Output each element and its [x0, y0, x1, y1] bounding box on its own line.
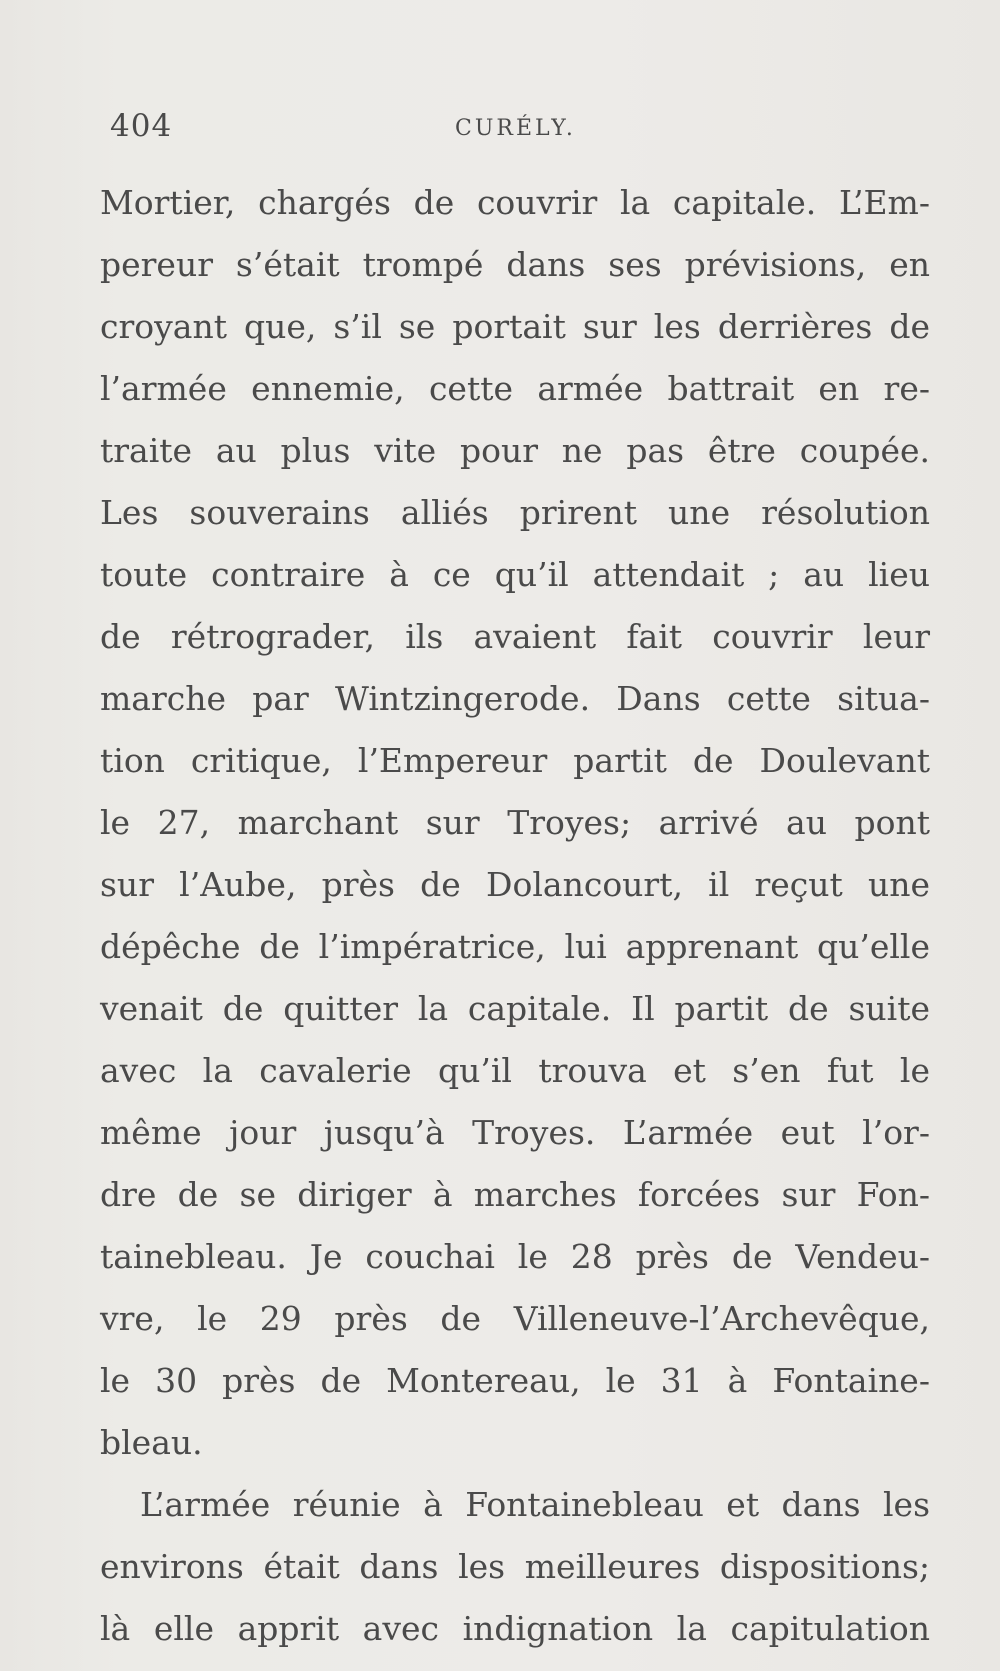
text-line: avec la cavalerie qu’il trouva et s’en fut le	[100, 1051, 930, 1090]
text-line: pereur s’était trompé dans ses prévisions, en	[100, 245, 930, 284]
text-line: croyant que, s’il se portait sur les derrières de	[100, 307, 930, 346]
text-line: de rétrograder, ils avaient fait couvrir leur	[100, 617, 930, 656]
text-line: vre, le 29 près de Villeneuve-l’Archevêque,	[100, 1299, 930, 1338]
text-line: bleau.	[100, 1423, 203, 1462]
text-line: même jour jusqu’à Troyes. L’armée eut l’or-	[100, 1113, 930, 1152]
page-header	[110, 108, 922, 156]
text-line: Les souverains alliés prirent une résolution	[100, 493, 930, 532]
page-number: 404	[110, 108, 173, 144]
text-line: sur l’Aube, près de Dolancourt, il reçut une	[100, 865, 930, 904]
text-line: toute contraire à ce qu’il attendait ; au lieu	[100, 555, 930, 594]
text-line: traite au plus vite pour ne pas être coupée.	[100, 431, 930, 470]
text-line: dre de se diriger à marches forcées sur Fon-	[100, 1175, 930, 1214]
text-line: le 27, marchant sur Troyes; arrivé au pont	[100, 803, 930, 842]
text-line: Mortier, chargés de couvrir la capitale. L’Em-	[100, 183, 930, 222]
text-line: L’armée réunie à Fontainebleau et dans les	[140, 1485, 930, 1524]
text-line: dépêche de l’impératrice, lui apprenant qu’elle	[100, 927, 930, 966]
text-line: tion critique, l’Empereur partit de Doulevant	[100, 741, 930, 780]
text-line: environs était dans les meilleures dispositions;	[100, 1547, 930, 1586]
text-line: marche par Wintzingerode. Dans cette situa-	[100, 679, 930, 718]
text-line: venait de quitter la capitale. Il partit de suite	[100, 989, 930, 1028]
text-line: le 30 près de Montereau, le 31 à Fontaine-	[100, 1361, 930, 1400]
body-text	[100, 172, 930, 1660]
text-line: l’armée ennemie, cette armée battrait en re-	[100, 369, 930, 408]
text-line: tainebleau. Je couchai le 28 près de Vendeu-	[100, 1237, 930, 1276]
text-line: là elle apprit avec indignation la capitulation	[100, 1609, 930, 1648]
running-head: CURÉLY.	[455, 116, 576, 141]
